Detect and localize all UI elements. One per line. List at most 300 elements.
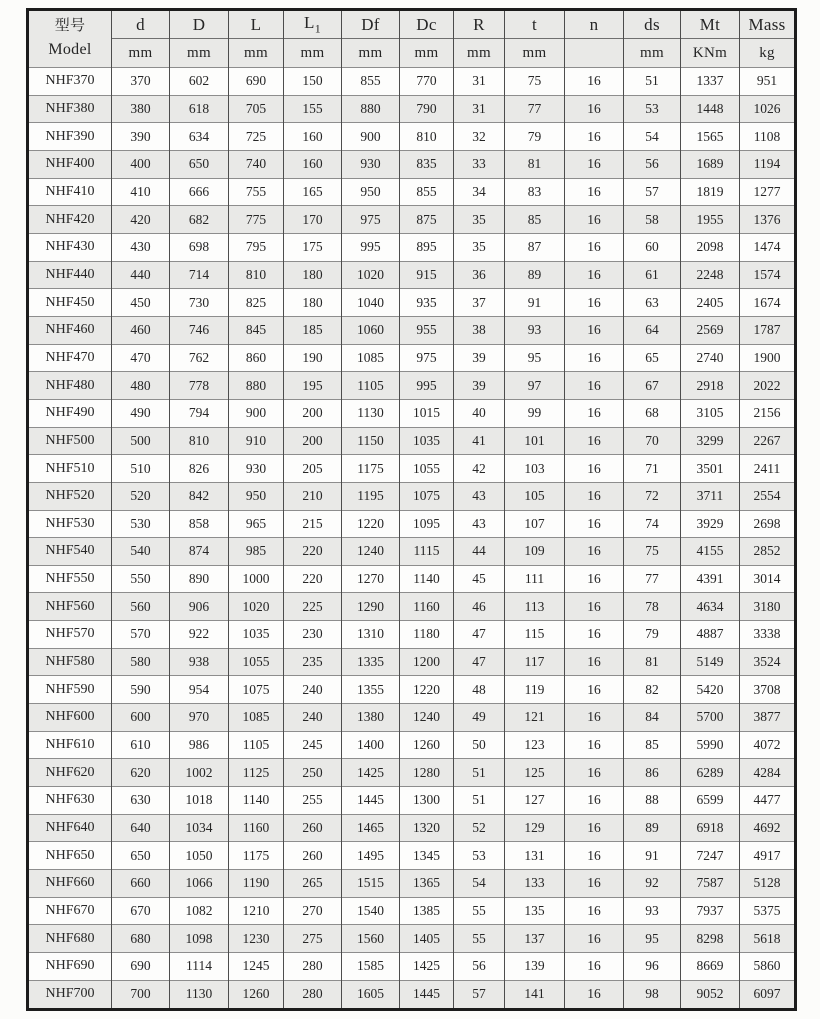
value-cell: 35 [454,233,505,261]
value-cell: 746 [170,316,229,344]
value-cell: 682 [170,206,229,234]
value-cell: 1105 [229,731,284,759]
value-cell: 16 [565,648,624,676]
value-cell: 938 [170,648,229,676]
table-row-nhf660 [28,870,796,898]
value-cell: 7247 [681,842,740,870]
model-cell: NHF420 [28,206,112,234]
value-cell: 2267 [740,427,796,455]
value-cell: 951 [740,68,796,96]
model-cell: NHF470 [28,344,112,372]
value-cell: 1400 [342,731,400,759]
value-cell: 45 [454,565,505,593]
column-unit-ds: mm [624,39,681,68]
column-header-ds: ds [624,10,681,39]
value-cell: 139 [505,953,565,981]
value-cell: 5618 [740,925,796,953]
value-cell: 855 [400,178,454,206]
value-cell: 440 [112,261,170,289]
value-cell: 16 [565,427,624,455]
table-row-nhf420 [28,206,796,234]
value-cell: 670 [112,897,170,925]
value-cell: 880 [342,95,400,123]
value-cell: 109 [505,538,565,566]
value-cell: 550 [112,565,170,593]
model-header-chinese: 型号 [54,17,86,34]
column-unit-df: mm [342,39,400,68]
value-cell: 1050 [170,842,229,870]
value-cell: 985 [229,538,284,566]
value-cell: 4477 [740,787,796,815]
value-cell: 2740 [681,344,740,372]
value-cell: 1075 [229,676,284,704]
value-cell: 2405 [681,289,740,317]
value-cell: 78 [624,593,681,621]
value-cell: 1335 [342,648,400,676]
value-cell: 49 [454,704,505,732]
value-cell: 6918 [681,814,740,842]
value-cell: 16 [565,123,624,151]
value-cell: 16 [565,731,624,759]
value-cell: 220 [284,565,342,593]
model-cell: NHF450 [28,289,112,317]
value-cell: 97 [505,372,565,400]
column-unit-dc: mm [400,39,454,68]
value-cell: 3708 [740,676,796,704]
value-cell: 16 [565,233,624,261]
value-cell: 51 [454,759,505,787]
table-row-nhf460 [28,316,796,344]
value-cell: 16 [565,814,624,842]
value-cell: 16 [565,759,624,787]
value-cell: 1445 [342,787,400,815]
value-cell: 400 [112,150,170,178]
value-cell: 2156 [740,399,796,427]
value-cell: 730 [170,289,229,317]
value-cell: 1040 [342,289,400,317]
value-cell: 74 [624,510,681,538]
value-cell: 240 [284,676,342,704]
model-cell: NHF680 [28,925,112,953]
value-cell: 133 [505,870,565,898]
value-cell: 2698 [740,510,796,538]
value-cell: 858 [170,510,229,538]
value-cell: 60 [624,233,681,261]
value-cell: 235 [284,648,342,676]
table-row-nhf600 [28,704,796,732]
value-cell: 4692 [740,814,796,842]
value-cell: 38 [454,316,505,344]
value-cell: 5149 [681,648,740,676]
value-cell: 280 [284,980,342,1009]
column-header-t: t [505,10,565,39]
value-cell: 1066 [170,870,229,898]
value-cell: 965 [229,510,284,538]
value-cell: 1674 [740,289,796,317]
value-cell: 57 [454,980,505,1009]
value-cell: 3524 [740,648,796,676]
value-cell: 89 [505,261,565,289]
value-cell: 490 [112,399,170,427]
value-cell: 1000 [229,565,284,593]
value-cell: 7937 [681,897,740,925]
value-cell: 950 [229,482,284,510]
value-cell: 1018 [170,787,229,815]
value-cell: 16 [565,178,624,206]
value-cell: 1355 [342,676,400,704]
value-cell: 570 [112,621,170,649]
value-cell: 16 [565,344,624,372]
value-cell: 1180 [400,621,454,649]
model-cell: NHF390 [28,123,112,151]
model-cell: NHF440 [28,261,112,289]
value-cell: 36 [454,261,505,289]
value-cell: 4391 [681,565,740,593]
value-cell: 1055 [229,648,284,676]
value-cell: 16 [565,399,624,427]
value-cell: 40 [454,399,505,427]
column-unit-mt: KNm [681,39,740,68]
value-cell: 975 [400,344,454,372]
value-cell: 520 [112,482,170,510]
value-cell: 1540 [342,897,400,925]
value-cell: 200 [284,399,342,427]
value-cell: 33 [454,150,505,178]
value-cell: 900 [342,123,400,151]
value-cell: 1240 [400,704,454,732]
value-cell: 1194 [740,150,796,178]
value-cell: 995 [400,372,454,400]
table-row-nhf480 [28,372,796,400]
model-cell: NHF630 [28,787,112,815]
value-cell: 77 [505,95,565,123]
value-cell: 180 [284,261,342,289]
value-cell: 390 [112,123,170,151]
value-cell: 180 [284,289,342,317]
value-cell: 530 [112,510,170,538]
value-cell: 16 [565,482,624,510]
value-cell: 620 [112,759,170,787]
value-cell: 1425 [400,953,454,981]
value-cell: 975 [342,206,400,234]
value-cell: 150 [284,68,342,96]
value-cell: 875 [400,206,454,234]
value-cell: 580 [112,648,170,676]
value-cell: 790 [400,95,454,123]
value-cell: 1175 [229,842,284,870]
table-row-nhf430 [28,233,796,261]
table-row-nhf510 [28,455,796,483]
value-cell: 3014 [740,565,796,593]
value-cell: 3105 [681,399,740,427]
value-cell: 460 [112,316,170,344]
value-cell: 1245 [229,953,284,981]
value-cell: 5420 [681,676,740,704]
value-cell: 3929 [681,510,740,538]
table-row-nhf380 [28,95,796,123]
value-cell: 1035 [400,427,454,455]
value-cell: 1385 [400,897,454,925]
value-cell: 1689 [681,150,740,178]
value-cell: 87 [505,233,565,261]
value-cell: 75 [505,68,565,96]
value-cell: 1425 [342,759,400,787]
value-cell: 16 [565,565,624,593]
column-unit-r: mm [454,39,505,68]
value-cell: 420 [112,206,170,234]
value-cell: 4155 [681,538,740,566]
value-cell: 195 [284,372,342,400]
value-cell: 85 [624,731,681,759]
table-row-nhf670 [28,897,796,925]
value-cell: 4917 [740,842,796,870]
value-cell: 2918 [681,372,740,400]
model-cell: NHF620 [28,759,112,787]
column-header-l: L [229,10,284,39]
header-unit-row [28,39,796,68]
column-header-d: d [112,10,170,39]
value-cell: 680 [112,925,170,953]
value-cell: 16 [565,95,624,123]
model-cell: NHF410 [28,178,112,206]
value-cell: 810 [170,427,229,455]
value-cell: 1605 [342,980,400,1009]
value-cell: 480 [112,372,170,400]
value-cell: 1085 [342,344,400,372]
value-cell: 42 [454,455,505,483]
value-cell: 1130 [170,980,229,1009]
value-cell: 47 [454,648,505,676]
value-cell: 175 [284,233,342,261]
value-cell: 725 [229,123,284,151]
value-cell: 810 [400,123,454,151]
table-row-nhf500 [28,427,796,455]
value-cell: 1175 [342,455,400,483]
value-cell: 1108 [740,123,796,151]
value-cell: 72 [624,482,681,510]
value-cell: 770 [400,68,454,96]
value-cell: 618 [170,95,229,123]
table-row-nhf580 [28,648,796,676]
value-cell: 275 [284,925,342,953]
value-cell: 4887 [681,621,740,649]
value-cell: 410 [112,178,170,206]
value-cell: 1260 [229,980,284,1009]
value-cell: 16 [565,953,624,981]
value-cell: 81 [505,150,565,178]
value-cell: 810 [229,261,284,289]
value-cell: 119 [505,676,565,704]
value-cell: 70 [624,427,681,455]
table-row-nhf540 [28,538,796,566]
value-cell: 255 [284,787,342,815]
value-cell: 16 [565,870,624,898]
value-cell: 89 [624,814,681,842]
value-cell: 135 [505,897,565,925]
model-cell: NHF700 [28,980,112,1009]
value-cell: 3711 [681,482,740,510]
value-cell: 906 [170,593,229,621]
value-cell: 755 [229,178,284,206]
value-cell: 250 [284,759,342,787]
value-cell: 131 [505,842,565,870]
value-cell: 650 [112,842,170,870]
value-cell: 93 [505,316,565,344]
value-cell: 5128 [740,870,796,898]
value-cell: 16 [565,455,624,483]
model-cell: NHF370 [28,68,112,96]
value-cell: 1220 [342,510,400,538]
value-cell: 666 [170,178,229,206]
value-cell: 1240 [342,538,400,566]
column-header-dc: Dc [400,10,454,39]
value-cell: 1020 [229,593,284,621]
value-cell: 111 [505,565,565,593]
value-cell: 68 [624,399,681,427]
value-cell: 1026 [740,95,796,123]
value-cell: 280 [284,953,342,981]
value-cell: 63 [624,289,681,317]
value-cell: 740 [229,150,284,178]
value-cell: 220 [284,538,342,566]
spec-table [26,8,797,1011]
value-cell: 160 [284,150,342,178]
value-cell: 2554 [740,482,796,510]
value-cell: 1474 [740,233,796,261]
value-cell: 103 [505,455,565,483]
value-cell: 64 [624,316,681,344]
value-cell: 4634 [681,593,740,621]
column-header-r: R [454,10,505,39]
value-cell: 88 [624,787,681,815]
model-cell: NHF560 [28,593,112,621]
value-cell: 510 [112,455,170,483]
model-cell: NHF670 [28,897,112,925]
model-cell: NHF570 [28,621,112,649]
table-row-nhf650 [28,842,796,870]
value-cell: 1465 [342,814,400,842]
value-cell: 51 [454,787,505,815]
value-cell: 1337 [681,68,740,96]
value-cell: 1585 [342,953,400,981]
value-cell: 1445 [400,980,454,1009]
value-cell: 240 [284,704,342,732]
value-cell: 99 [505,399,565,427]
value-cell: 31 [454,68,505,96]
value-cell: 4284 [740,759,796,787]
value-cell: 43 [454,482,505,510]
value-cell: 1085 [229,704,284,732]
value-cell: 500 [112,427,170,455]
model-cell: NHF540 [28,538,112,566]
model-cell: NHF660 [28,870,112,898]
value-cell: 895 [400,233,454,261]
model-cell: NHF650 [28,842,112,870]
value-cell: 1320 [400,814,454,842]
value-cell: 260 [284,842,342,870]
table-row-nhf440 [28,261,796,289]
value-cell: 270 [284,897,342,925]
value-cell: 129 [505,814,565,842]
value-cell: 5990 [681,731,740,759]
table-row-nhf370 [28,68,796,96]
value-cell: 1105 [342,372,400,400]
value-cell: 650 [170,150,229,178]
value-cell: 6599 [681,787,740,815]
model-cell: NHF460 [28,316,112,344]
value-cell: 117 [505,648,565,676]
value-cell: 53 [454,842,505,870]
value-cell: 922 [170,621,229,649]
column-header-n: n [565,10,624,39]
value-cell: 230 [284,621,342,649]
value-cell: 690 [229,68,284,96]
value-cell: 50 [454,731,505,759]
value-cell: 16 [565,261,624,289]
value-cell: 225 [284,593,342,621]
value-cell: 113 [505,593,565,621]
value-cell: 48 [454,676,505,704]
value-cell: 698 [170,233,229,261]
value-cell: 65 [624,344,681,372]
value-cell: 55 [454,925,505,953]
value-cell: 1098 [170,925,229,953]
model-cell: NHF380 [28,95,112,123]
value-cell: 845 [229,316,284,344]
value-cell: 16 [565,68,624,96]
value-cell: 430 [112,233,170,261]
table-header [28,10,796,68]
value-cell: 6097 [740,980,796,1009]
value-cell: 46 [454,593,505,621]
value-cell: 5375 [740,897,796,925]
column-unit-mass: kg [740,39,796,68]
table-body [28,68,796,1010]
value-cell: 590 [112,676,170,704]
value-cell: 1160 [400,593,454,621]
value-cell: 265 [284,870,342,898]
header-label-row [28,10,796,39]
table-row-nhf680 [28,925,796,953]
value-cell: 450 [112,289,170,317]
value-cell: 170 [284,206,342,234]
column-unit-l1: mm [284,39,342,68]
value-cell: 690 [112,953,170,981]
value-cell: 127 [505,787,565,815]
value-cell: 16 [565,150,624,178]
value-cell: 101 [505,427,565,455]
model-cell: NHF590 [28,676,112,704]
table-row-nhf590 [28,676,796,704]
table-row-nhf640 [28,814,796,842]
value-cell: 1060 [342,316,400,344]
value-cell: 123 [505,731,565,759]
value-cell: 1200 [400,648,454,676]
value-cell: 930 [229,455,284,483]
value-cell: 61 [624,261,681,289]
value-cell: 5700 [681,704,740,732]
value-cell: 630 [112,787,170,815]
value-cell: 634 [170,123,229,151]
value-cell: 54 [624,123,681,151]
value-cell: 1376 [740,206,796,234]
value-cell: 54 [454,870,505,898]
table-row-nhf620 [28,759,796,787]
value-cell: 1035 [229,621,284,649]
value-cell: 95 [505,344,565,372]
value-cell: 540 [112,538,170,566]
value-cell: 16 [565,676,624,704]
